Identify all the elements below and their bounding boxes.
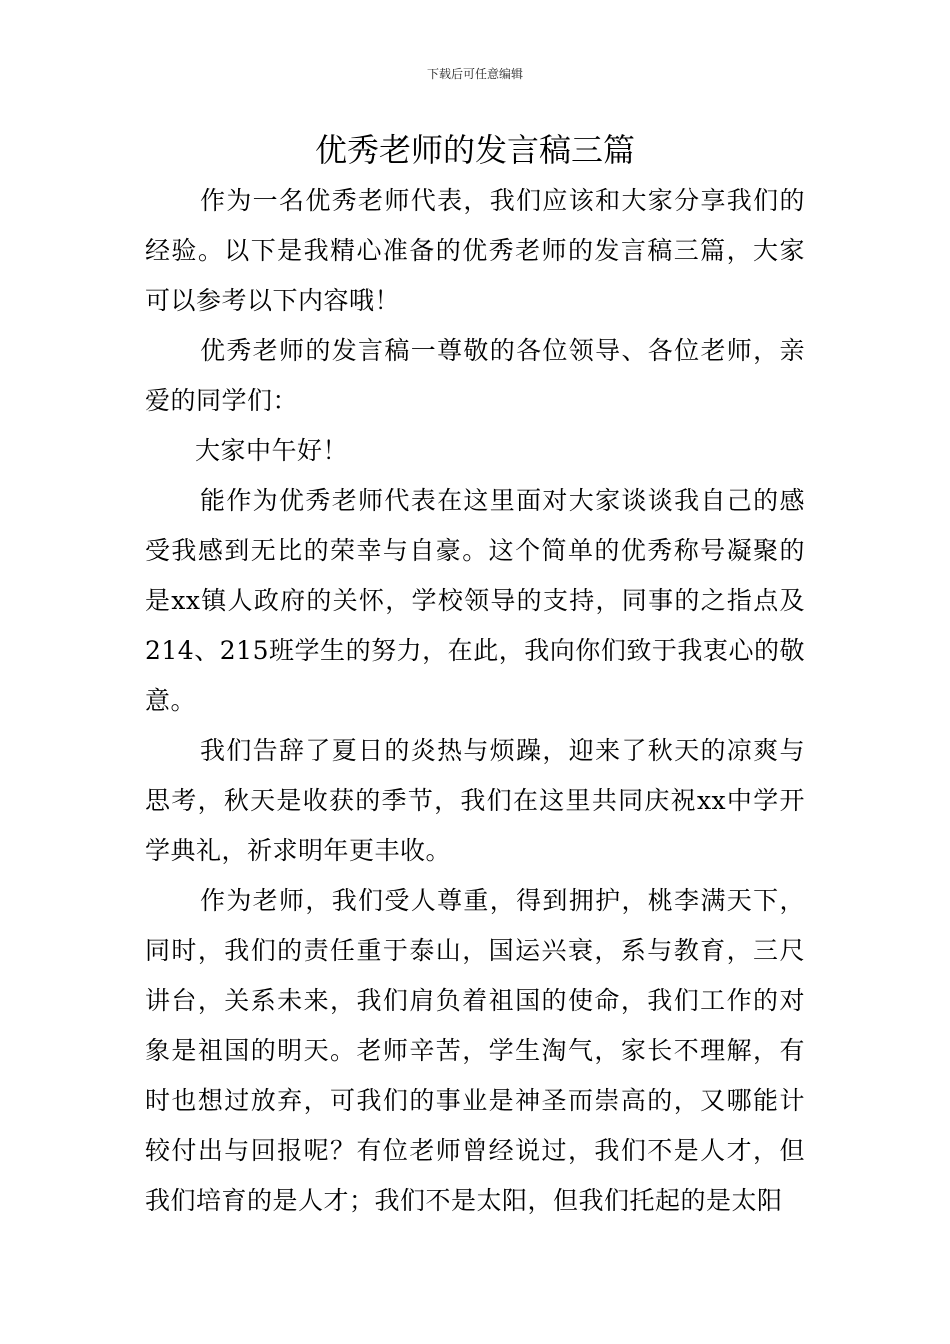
document-title: 优秀老师的发言稿三篇	[314, 131, 635, 169]
paragraph-intro: 作为一名优秀老师代表，我们应该和大家分享我们的经验。以下是我精心准备的优秀老师的发言稿三篇，大家可以参考以下内容哦！	[145, 186, 805, 315]
document-body	[145, 176, 805, 1226]
paragraph-salutation: 优秀老师的发言稿一尊敬的各位领导、各位老师，亲爱的同学们：	[145, 336, 805, 415]
paragraph-greeting: 大家中午好！	[195, 436, 349, 465]
paragraph-teacher-role: 作为老师，我们受人尊重，得到拥护，桃李满天下，同时，我们的责任重于泰山，国运兴衰，系与教育，三尺讲台，关系未来，我们肩负着祖国的使命，我们工作的对象是祖国的明天。老师辛苦，学生淘气，家长不理解，有时也想过放弃，可我们的事业是神圣而崇高的，又哪能计较付出与回报呢？有位老师曾经说过，我们不是人才，但我们培育的是人才；我们不是太阳，但我们托起的是太阳	[145, 886, 805, 1215]
header-note: 下载后可任意编辑	[426, 67, 523, 81]
paragraph-honor: 能作为优秀老师代表在这里面对大家谈谈我自己的感受我感到无比的荣幸与自豪。这个简单的优秀称号凝聚的是xx镇人政府的关怀，学校领导的支持，同事的之指点及214、215班学生的努力，在此，我向你们致于我衷心的敬意。	[145, 486, 805, 715]
paragraph-autumn: 我们告辞了夏日的炎热与烦躁，迎来了秋天的凉爽与思考，秋天是收获的季节，我们在这里共同庆祝xx中学开学典礼，祈求明年更丰收。	[145, 736, 805, 865]
